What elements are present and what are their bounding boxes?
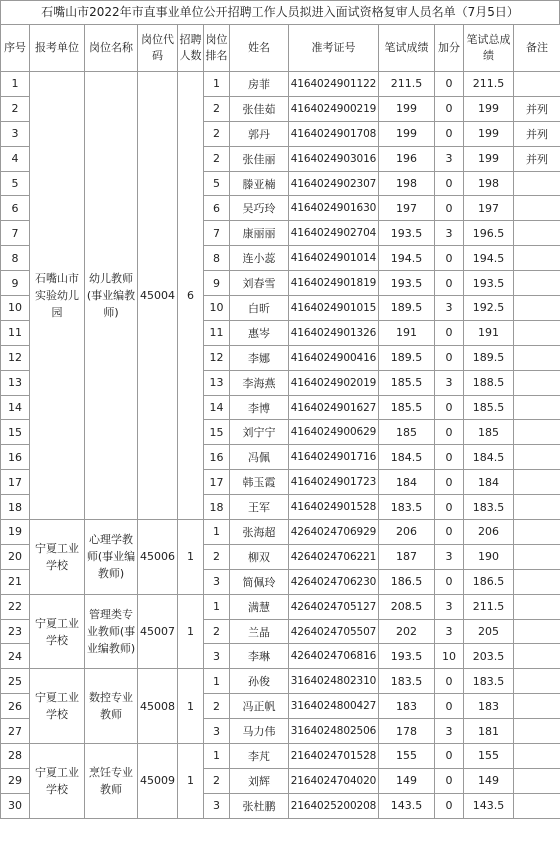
exam-number-cell: 4164024901122 — [289, 72, 379, 97]
name-cell: 张佳丽 — [230, 146, 289, 171]
rank-cell: 2 — [204, 121, 230, 146]
note-cell — [514, 544, 560, 569]
rank-cell: 18 — [204, 495, 230, 520]
position-code-cell: 45008 — [138, 669, 178, 744]
bonus-cell: 0 — [435, 495, 464, 520]
exam-number-cell: 4264024705507 — [289, 619, 379, 644]
written-score-cell: 143.5 — [379, 793, 435, 818]
exam-number-cell: 4164024903016 — [289, 146, 379, 171]
written-score-cell: 202 — [379, 619, 435, 644]
rank-cell: 1 — [204, 72, 230, 97]
position-code-cell: 45007 — [138, 594, 178, 669]
rank-cell: 10 — [204, 296, 230, 321]
bonus-cell: 3 — [435, 719, 464, 744]
row-number: 8 — [1, 246, 30, 271]
name-cell: 冯正帆 — [230, 694, 289, 719]
bonus-cell: 3 — [435, 619, 464, 644]
exam-number-cell: 4264024706230 — [289, 569, 379, 594]
header-cell: 岗位名称 — [85, 25, 138, 72]
exam-number-cell: 4264024706221 — [289, 544, 379, 569]
note-cell — [514, 694, 560, 719]
bonus-cell: 0 — [435, 171, 464, 196]
name-cell: 张海超 — [230, 520, 289, 545]
rank-cell: 2 — [204, 146, 230, 171]
total-score-cell: 199 — [464, 146, 514, 171]
written-score-cell: 193.5 — [379, 644, 435, 669]
bonus-cell: 0 — [435, 470, 464, 495]
bonus-cell: 3 — [435, 370, 464, 395]
bonus-cell: 0 — [435, 121, 464, 146]
total-score-cell: 189.5 — [464, 345, 514, 370]
unit-cell: 宁夏工业学校 — [30, 669, 85, 744]
note-cell — [514, 719, 560, 744]
total-score-cell: 188.5 — [464, 370, 514, 395]
rank-cell: 17 — [204, 470, 230, 495]
note-cell — [514, 569, 560, 594]
position-cell: 管理类专业教师(事业编教师) — [85, 594, 138, 669]
rank-cell: 3 — [204, 644, 230, 669]
written-score-cell: 197 — [379, 196, 435, 221]
note-cell — [514, 768, 560, 793]
written-score-cell: 185.5 — [379, 370, 435, 395]
header-cell: 姓名 — [230, 25, 289, 72]
row-number: 22 — [1, 594, 30, 619]
row-number: 26 — [1, 694, 30, 719]
bonus-cell: 10 — [435, 644, 464, 669]
rank-cell: 3 — [204, 719, 230, 744]
note-cell — [514, 345, 560, 370]
written-score-cell: 189.5 — [379, 296, 435, 321]
bonus-cell: 0 — [435, 320, 464, 345]
bonus-cell: 0 — [435, 72, 464, 97]
table-row — [1, 744, 560, 769]
note-cell — [514, 72, 560, 97]
exam-number-cell: 2164024704020 — [289, 768, 379, 793]
note-cell — [514, 793, 560, 818]
written-score-cell: 184.5 — [379, 445, 435, 470]
header-cell: 准考证号 — [289, 25, 379, 72]
name-cell: 马力伟 — [230, 719, 289, 744]
rank-cell: 16 — [204, 445, 230, 470]
header-cell: 备注 — [514, 25, 560, 72]
exam-number-cell: 4264024705127 — [289, 594, 379, 619]
written-score-cell: 185 — [379, 420, 435, 445]
position-cell: 幼儿教师(事业编教师) — [85, 72, 138, 520]
name-cell: 兰晶 — [230, 619, 289, 644]
name-cell: 李博 — [230, 395, 289, 420]
written-score-cell: 186.5 — [379, 569, 435, 594]
exam-number-cell: 2164024701528 — [289, 744, 379, 769]
total-score-cell: 211.5 — [464, 594, 514, 619]
note-cell — [514, 246, 560, 271]
name-cell: 白昕 — [230, 296, 289, 321]
rank-cell: 2 — [204, 768, 230, 793]
total-score-cell: 205 — [464, 619, 514, 644]
total-score-cell: 193.5 — [464, 271, 514, 296]
row-number: 12 — [1, 345, 30, 370]
rank-cell: 2 — [204, 544, 230, 569]
candidate-table — [0, 24, 560, 819]
exam-number-cell: 2164025200208 — [289, 793, 379, 818]
written-score-cell: 184 — [379, 470, 435, 495]
rank-cell: 6 — [204, 196, 230, 221]
table-body — [1, 72, 560, 819]
written-score-cell: 189.5 — [379, 345, 435, 370]
name-cell: 郭丹 — [230, 121, 289, 146]
position-code-cell: 45009 — [138, 744, 178, 819]
name-cell: 康丽丽 — [230, 221, 289, 246]
bonus-cell: 3 — [435, 296, 464, 321]
name-cell: 张佳茹 — [230, 96, 289, 121]
name-cell: 孙俊 — [230, 669, 289, 694]
unit-cell: 宁夏工业学校 — [30, 520, 85, 595]
exam-number-cell: 4164024902019 — [289, 370, 379, 395]
rank-cell: 1 — [204, 744, 230, 769]
rank-cell: 9 — [204, 271, 230, 296]
total-score-cell: 194.5 — [464, 246, 514, 271]
note-cell: 并列 — [514, 96, 560, 121]
total-score-cell: 198 — [464, 171, 514, 196]
total-score-cell: 185 — [464, 420, 514, 445]
note-cell — [514, 594, 560, 619]
name-cell: 李琳 — [230, 644, 289, 669]
note-cell — [514, 644, 560, 669]
written-score-cell: 155 — [379, 744, 435, 769]
total-score-cell: 199 — [464, 121, 514, 146]
bonus-cell: 0 — [435, 744, 464, 769]
row-number: 2 — [1, 96, 30, 121]
rank-cell: 8 — [204, 246, 230, 271]
header-cell: 岗位排名 — [204, 25, 230, 72]
position-cell: 烹饪专业教师 — [85, 744, 138, 819]
row-number: 10 — [1, 296, 30, 321]
exam-number-cell: 4164024901326 — [289, 320, 379, 345]
row-number: 30 — [1, 793, 30, 818]
bonus-cell: 0 — [435, 445, 464, 470]
bonus-cell: 0 — [435, 96, 464, 121]
exam-number-cell: 4164024901630 — [289, 196, 379, 221]
bonus-cell: 0 — [435, 793, 464, 818]
header-cell: 笔试总成绩 — [464, 25, 514, 72]
row-number: 4 — [1, 146, 30, 171]
name-cell: 李海燕 — [230, 370, 289, 395]
header-cell: 岗位代码 — [138, 25, 178, 72]
total-score-cell: 184 — [464, 470, 514, 495]
bonus-cell: 0 — [435, 196, 464, 221]
rank-cell: 5 — [204, 171, 230, 196]
note-cell — [514, 495, 560, 520]
total-score-cell: 199 — [464, 96, 514, 121]
written-score-cell: 208.5 — [379, 594, 435, 619]
total-score-cell: 184.5 — [464, 445, 514, 470]
written-score-cell: 193.5 — [379, 271, 435, 296]
exam-number-cell: 4164024901708 — [289, 121, 379, 146]
name-cell: 滕亚楠 — [230, 171, 289, 196]
position-cell: 心理学教师(事业编教师) — [85, 520, 138, 595]
unit-cell: 石嘴山市实验幼儿园 — [30, 72, 85, 520]
note-cell — [514, 420, 560, 445]
row-number: 9 — [1, 271, 30, 296]
total-score-cell: 183.5 — [464, 495, 514, 520]
rank-cell: 3 — [204, 569, 230, 594]
row-number: 25 — [1, 669, 30, 694]
row-number: 7 — [1, 221, 30, 246]
hire-count-cell: 1 — [178, 594, 204, 669]
exam-number-cell: 4164024901716 — [289, 445, 379, 470]
total-score-cell: 149 — [464, 768, 514, 793]
bonus-cell: 0 — [435, 669, 464, 694]
exam-number-cell: 4264024706816 — [289, 644, 379, 669]
rank-cell: 3 — [204, 793, 230, 818]
bonus-cell: 0 — [435, 520, 464, 545]
exam-number-cell: 3164024800427 — [289, 694, 379, 719]
bonus-cell: 0 — [435, 345, 464, 370]
exam-number-cell: 3164024802506 — [289, 719, 379, 744]
row-number: 14 — [1, 395, 30, 420]
position-cell: 数控专业教师 — [85, 669, 138, 744]
note-cell — [514, 470, 560, 495]
name-cell: 李娜 — [230, 345, 289, 370]
rank-cell: 15 — [204, 420, 230, 445]
written-score-cell: 149 — [379, 768, 435, 793]
total-score-cell: 183.5 — [464, 669, 514, 694]
rank-cell: 1 — [204, 594, 230, 619]
exam-number-cell: 4164024901015 — [289, 296, 379, 321]
exam-number-cell: 4164024901014 — [289, 246, 379, 271]
hire-count-cell: 1 — [178, 520, 204, 595]
exam-number-cell: 4264024706929 — [289, 520, 379, 545]
name-cell: 连小蕊 — [230, 246, 289, 271]
name-cell: 房菲 — [230, 72, 289, 97]
bonus-cell: 0 — [435, 271, 464, 296]
name-cell: 冯佩 — [230, 445, 289, 470]
header-cell: 笔试成绩 — [379, 25, 435, 72]
name-cell: 韩玉霞 — [230, 470, 289, 495]
row-number: 5 — [1, 171, 30, 196]
name-cell: 简佩玲 — [230, 569, 289, 594]
note-cell — [514, 271, 560, 296]
note-cell — [514, 669, 560, 694]
document-title: 石嘴山市2022年市直事业单位公开招聘工作人员拟进入面试资格复审人员名单（7月5日） — [0, 0, 560, 24]
row-number: 6 — [1, 196, 30, 221]
note-cell — [514, 296, 560, 321]
note-cell — [514, 221, 560, 246]
exam-number-cell: 4164024902704 — [289, 221, 379, 246]
exam-number-cell: 4164024901528 — [289, 495, 379, 520]
hire-count-cell: 6 — [178, 72, 204, 520]
hire-count-cell: 1 — [178, 669, 204, 744]
total-score-cell: 185.5 — [464, 395, 514, 420]
rank-cell: 14 — [204, 395, 230, 420]
rank-cell: 2 — [204, 694, 230, 719]
written-score-cell: 187 — [379, 544, 435, 569]
bonus-cell: 0 — [435, 694, 464, 719]
exam-number-cell: 4164024900416 — [289, 345, 379, 370]
total-score-cell: 211.5 — [464, 72, 514, 97]
row-number: 28 — [1, 744, 30, 769]
written-score-cell: 183 — [379, 694, 435, 719]
note-cell — [514, 619, 560, 644]
bonus-cell: 3 — [435, 221, 464, 246]
row-number: 17 — [1, 470, 30, 495]
total-score-cell: 190 — [464, 544, 514, 569]
row-number: 13 — [1, 370, 30, 395]
table-row — [1, 520, 560, 545]
written-score-cell: 199 — [379, 96, 435, 121]
name-cell: 刘春雪 — [230, 271, 289, 296]
table-row — [1, 594, 560, 619]
table-row — [1, 669, 560, 694]
total-score-cell: 143.5 — [464, 793, 514, 818]
total-score-cell: 155 — [464, 744, 514, 769]
row-number: 15 — [1, 420, 30, 445]
exam-number-cell: 4164024900629 — [289, 420, 379, 445]
position-code-cell: 45006 — [138, 520, 178, 595]
rank-cell: 7 — [204, 221, 230, 246]
bonus-cell: 3 — [435, 544, 464, 569]
note-cell — [514, 445, 560, 470]
header-cell: 序号 — [1, 25, 30, 72]
rank-cell: 13 — [204, 370, 230, 395]
total-score-cell: 206 — [464, 520, 514, 545]
note-cell — [514, 395, 560, 420]
note-cell — [514, 171, 560, 196]
unit-cell: 宁夏工业学校 — [30, 594, 85, 669]
name-cell: 王军 — [230, 495, 289, 520]
written-score-cell: 183.5 — [379, 669, 435, 694]
name-cell: 刘辉 — [230, 768, 289, 793]
name-cell: 张杜鹏 — [230, 793, 289, 818]
written-score-cell: 211.5 — [379, 72, 435, 97]
name-cell: 李芃 — [230, 744, 289, 769]
written-score-cell: 196 — [379, 146, 435, 171]
note-cell — [514, 196, 560, 221]
bonus-cell: 0 — [435, 768, 464, 793]
written-score-cell: 178 — [379, 719, 435, 744]
note-cell — [514, 744, 560, 769]
written-score-cell: 199 — [379, 121, 435, 146]
rank-cell: 2 — [204, 619, 230, 644]
header-cell: 招聘人数 — [178, 25, 204, 72]
bonus-cell: 0 — [435, 420, 464, 445]
total-score-cell: 191 — [464, 320, 514, 345]
row-number: 20 — [1, 544, 30, 569]
rank-cell: 1 — [204, 520, 230, 545]
bonus-cell: 0 — [435, 246, 464, 271]
total-score-cell: 183 — [464, 694, 514, 719]
written-score-cell: 183.5 — [379, 495, 435, 520]
header-row — [1, 25, 560, 72]
header-cell: 报考单位 — [30, 25, 85, 72]
total-score-cell: 196.5 — [464, 221, 514, 246]
bonus-cell: 3 — [435, 594, 464, 619]
rank-cell: 1 — [204, 669, 230, 694]
row-number: 24 — [1, 644, 30, 669]
note-cell — [514, 370, 560, 395]
unit-cell: 宁夏工业学校 — [30, 744, 85, 819]
exam-number-cell: 4164024901819 — [289, 271, 379, 296]
exam-number-cell: 4164024901723 — [289, 470, 379, 495]
row-number: 27 — [1, 719, 30, 744]
exam-number-cell: 4164024901627 — [289, 395, 379, 420]
total-score-cell: 197 — [464, 196, 514, 221]
position-code-cell: 45004 — [138, 72, 178, 520]
note-cell: 并列 — [514, 146, 560, 171]
written-score-cell: 193.5 — [379, 221, 435, 246]
note-cell: 并列 — [514, 121, 560, 146]
row-number: 19 — [1, 520, 30, 545]
note-cell — [514, 320, 560, 345]
row-number: 11 — [1, 320, 30, 345]
note-cell — [514, 520, 560, 545]
exam-number-cell: 4164024902307 — [289, 171, 379, 196]
rank-cell: 12 — [204, 345, 230, 370]
row-number: 18 — [1, 495, 30, 520]
written-score-cell: 194.5 — [379, 246, 435, 271]
row-number: 29 — [1, 768, 30, 793]
bonus-cell: 0 — [435, 569, 464, 594]
exam-number-cell: 4164024900219 — [289, 96, 379, 121]
name-cell: 吴巧玲 — [230, 196, 289, 221]
bonus-cell: 3 — [435, 146, 464, 171]
table-row — [1, 72, 560, 97]
bonus-cell: 0 — [435, 395, 464, 420]
total-score-cell: 203.5 — [464, 644, 514, 669]
exam-number-cell: 3164024802310 — [289, 669, 379, 694]
name-cell: 惠岑 — [230, 320, 289, 345]
written-score-cell: 206 — [379, 520, 435, 545]
row-number: 3 — [1, 121, 30, 146]
row-number: 1 — [1, 72, 30, 97]
written-score-cell: 191 — [379, 320, 435, 345]
written-score-cell: 185.5 — [379, 395, 435, 420]
row-number: 21 — [1, 569, 30, 594]
name-cell: 满慧 — [230, 594, 289, 619]
total-score-cell: 192.5 — [464, 296, 514, 321]
name-cell: 刘宁宁 — [230, 420, 289, 445]
rank-cell: 11 — [204, 320, 230, 345]
hire-count-cell: 1 — [178, 744, 204, 819]
row-number: 16 — [1, 445, 30, 470]
row-number: 23 — [1, 619, 30, 644]
header-cell: 加分 — [435, 25, 464, 72]
total-score-cell: 186.5 — [464, 569, 514, 594]
written-score-cell: 198 — [379, 171, 435, 196]
rank-cell: 2 — [204, 96, 230, 121]
name-cell: 柳双 — [230, 544, 289, 569]
total-score-cell: 181 — [464, 719, 514, 744]
